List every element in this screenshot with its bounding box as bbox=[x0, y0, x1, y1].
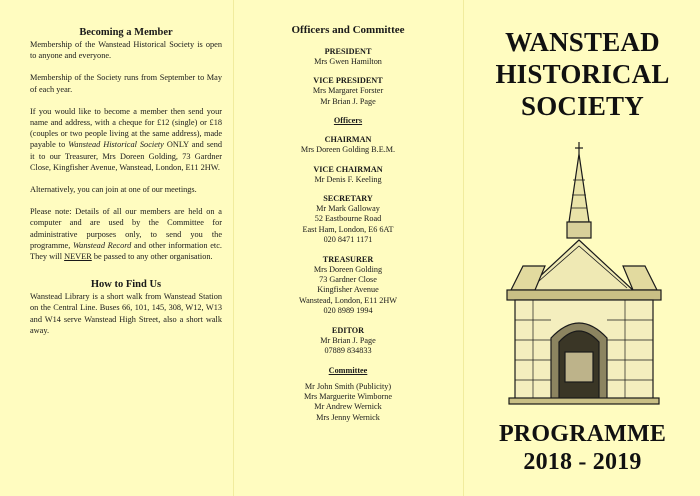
officers-panel bbox=[234, 0, 462, 496]
treasurer-name: Mrs Doreen Golding bbox=[313, 264, 383, 274]
committee-list bbox=[240, 382, 456, 424]
officers-committee-title: Officers and Committee bbox=[291, 24, 405, 36]
title-line-3: SOCIETY bbox=[521, 91, 644, 121]
membership-panel bbox=[0, 0, 232, 496]
officers-heading: Officers bbox=[333, 116, 363, 126]
vice-president-name-2: Mr Brian J. Page bbox=[320, 96, 376, 106]
chairman-role: CHAIRMAN bbox=[324, 135, 372, 145]
vice-chairman-role: VICE CHAIRMAN bbox=[313, 164, 383, 174]
programme-block bbox=[465, 420, 700, 476]
secretary-block bbox=[240, 193, 456, 246]
committee-member: Mr Andrew Wernick bbox=[314, 402, 382, 412]
programme-heading: PROGRAMME bbox=[498, 421, 667, 447]
vice-chairman-name: Mr Denis F. Keeling bbox=[314, 174, 382, 184]
secretary-address-2: East Ham, London, E6 6AT bbox=[302, 224, 394, 234]
treasurer-address-3: Wanstead, London, E11 2HW bbox=[299, 295, 397, 305]
membership-open-text: Membership of the Wanstead Historical Society is open to anyone and everyone. bbox=[30, 40, 222, 61]
vice-president-block bbox=[240, 75, 456, 107]
directions-text: Wanstead Library is a short walk from Wanstead Station on the Central Line. Buses 66, 101, 145, 308, W12, W13 and W14 serve Wanstead High Street, also a short walk away. bbox=[30, 292, 222, 335]
society-title bbox=[465, 26, 700, 122]
editor-role: EDITOR bbox=[331, 325, 365, 335]
treasurer-address-2: Kingfisher Avenue bbox=[317, 285, 379, 295]
secretary-address-1: 52 Eastbourne Road bbox=[314, 214, 382, 224]
editor-block bbox=[240, 325, 456, 357]
secretary-phone: 020 8471 1171 bbox=[323, 235, 373, 245]
membership-heading: Becoming a Member bbox=[79, 27, 173, 38]
chairman-name: Mrs Doreen Golding B.E.M. bbox=[300, 145, 396, 155]
chairman-block bbox=[240, 134, 456, 155]
title-line-1: WANSTEAD bbox=[505, 27, 660, 57]
president-block bbox=[240, 46, 456, 67]
programme-years: 2018 - 2019 bbox=[523, 449, 642, 475]
join-at-meeting-text: Alternatively, you can join at one of our meetings. bbox=[30, 185, 197, 195]
committee-heading-block bbox=[240, 365, 456, 376]
president-name: Mrs Gwen Hamilton bbox=[314, 57, 382, 66]
committee-member: Mrs Jenny Wernick bbox=[316, 412, 380, 422]
data-privacy-text: Please note: Details of all our members are held on a computer and are used by the Committee for administrative purposes only, to send you the programme, Wanstead Record and other information etc. They will NEVER be passed to any other organisation. bbox=[30, 207, 222, 262]
title-line-2: HISTORICAL bbox=[495, 59, 670, 89]
membership-period-text: Membership of the Society runs from September to May of each year. bbox=[30, 73, 222, 94]
membership-how-to-join-text: If you would like to become a member then send your name and address, with a cheque for £12 (single) or £18 (couples or two people living at the same address), made payable to Wanstead Historical Society ONLY and send it to our Treasurer, Mrs Doreen Golding, 73 Gardner Close, Kingfisher Avenue, Wanstead, London, E11 2HW. bbox=[30, 106, 222, 172]
fold-line-right bbox=[463, 0, 464, 496]
treasurer-block bbox=[240, 254, 456, 317]
treasurer-role: TREASURER bbox=[322, 254, 374, 264]
treasurer-address-1: 73 Gardner Close bbox=[319, 275, 377, 285]
cover-panel bbox=[465, 0, 700, 496]
treasurer-phone: 020 8989 1994 bbox=[323, 306, 373, 316]
committee-member: Mr John Smith (Publicity) bbox=[304, 381, 392, 391]
editor-phone: 07889 834833 bbox=[324, 346, 372, 356]
secretary-role: SECRETARY bbox=[323, 194, 373, 204]
committee-member: Mrs Marguerite Wimborne bbox=[303, 391, 393, 401]
officers-heading-block bbox=[240, 115, 456, 126]
secretary-name: Mr Mark Galloway bbox=[316, 204, 380, 214]
vice-president-role: VICE PRESIDENT bbox=[313, 76, 383, 86]
president-role: PRESIDENT bbox=[324, 47, 372, 56]
editor-name: Mr Brian J. Page bbox=[320, 335, 376, 345]
vice-chairman-block bbox=[240, 164, 456, 185]
how-to-find-us-heading: How to Find Us bbox=[90, 279, 162, 291]
drinking-fountain-illustration bbox=[501, 140, 667, 406]
vice-president-name-1: Mrs Margaret Forster bbox=[312, 86, 384, 96]
committee-heading: Committee bbox=[328, 365, 368, 375]
